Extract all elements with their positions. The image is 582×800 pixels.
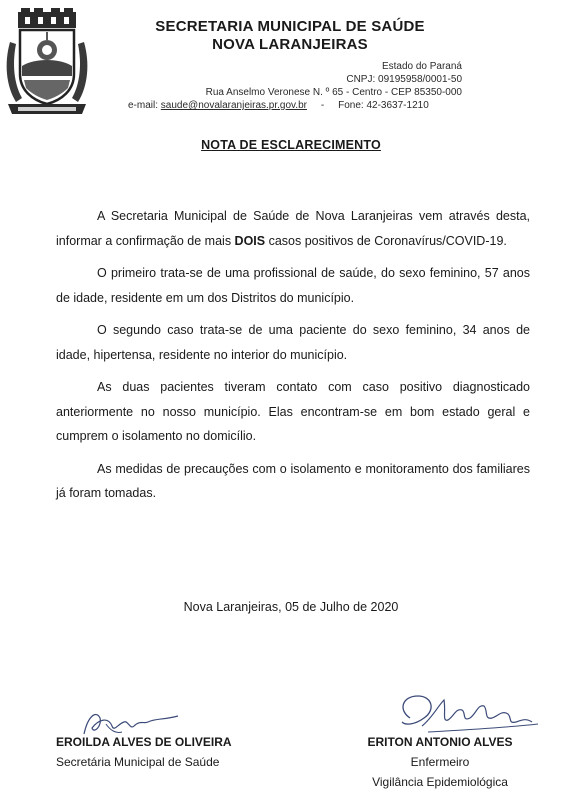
municipal-crest-icon bbox=[4, 8, 90, 120]
paragraph-3: O segundo caso trata-se de uma paciente do sexo feminino, 34 anos de idade, hipertensa, residente no interior do município. bbox=[56, 323, 530, 362]
signature-block-left bbox=[56, 706, 276, 772]
signer-name-left: EROILDA ALVES DE OLIVEIRA bbox=[56, 735, 232, 749]
signer-name-right: ERITON ANTONIO ALVES bbox=[367, 735, 513, 749]
signer-role-right: Enfermeiro bbox=[410, 755, 470, 769]
organization-title: SECRETARIA MUNICIPAL DE SAÚDE bbox=[155, 18, 425, 35]
document-body bbox=[56, 204, 530, 514]
contact-line bbox=[128, 99, 429, 112]
signature-block-right bbox=[340, 690, 540, 792]
date-line: Nova Laranjeiras, 05 de Julho de 2020 bbox=[183, 600, 399, 614]
phone-number: Fone: 42-3637-1210 bbox=[338, 100, 429, 111]
state-line: Estado do Paraná bbox=[381, 61, 462, 72]
municipality-name: NOVA LARANJEIRAS bbox=[212, 36, 368, 53]
letterhead bbox=[100, 18, 480, 54]
document-title: NOTA DE ESCLARECIMENTO bbox=[201, 138, 381, 152]
paragraph-5: As medidas de precauções com o isolamento e monitoramento dos familiares já foram tomadas. bbox=[56, 461, 530, 500]
paragraph-1-start: A Secretaria Municipal de Saúde de Nova Laranjeiras vem através desta, informar a confirmação de mais bbox=[56, 209, 530, 248]
contact-separator: - bbox=[320, 100, 325, 111]
address-line: Rua Anselmo Veronese N. º 65 - Centro - CEP 85350-000 bbox=[205, 87, 462, 98]
signer-department-right: Vigilância Epidemiológica bbox=[372, 775, 508, 789]
email-link[interactable]: saude@novalaranjeiras.pr.gov.br bbox=[160, 100, 307, 111]
cnpj-line: CNPJ: 09195958/0001-50 bbox=[346, 74, 462, 85]
paragraph-1 bbox=[56, 204, 530, 253]
paragraph-4: As duas pacientes tiveram contato com caso positivo diagnosticado anteriormente no nosso município. Elas encontram-se em bom estado geral e cumprem o isolamento no domicílio. bbox=[56, 380, 530, 443]
paragraph-2: O primeiro trata-se de uma profissional de saúde, do sexo feminino, 57 anos de idade, residente em um dos Distritos do município. bbox=[56, 266, 530, 305]
paragraph-1-emphasis: DOIS bbox=[234, 233, 266, 248]
paragraph-1-end: casos positivos de Coronavírus/COVID-19. bbox=[265, 233, 507, 248]
signer-role-left: Secretária Municipal de Saúde bbox=[56, 755, 220, 769]
email-label: e-mail: bbox=[128, 100, 161, 111]
